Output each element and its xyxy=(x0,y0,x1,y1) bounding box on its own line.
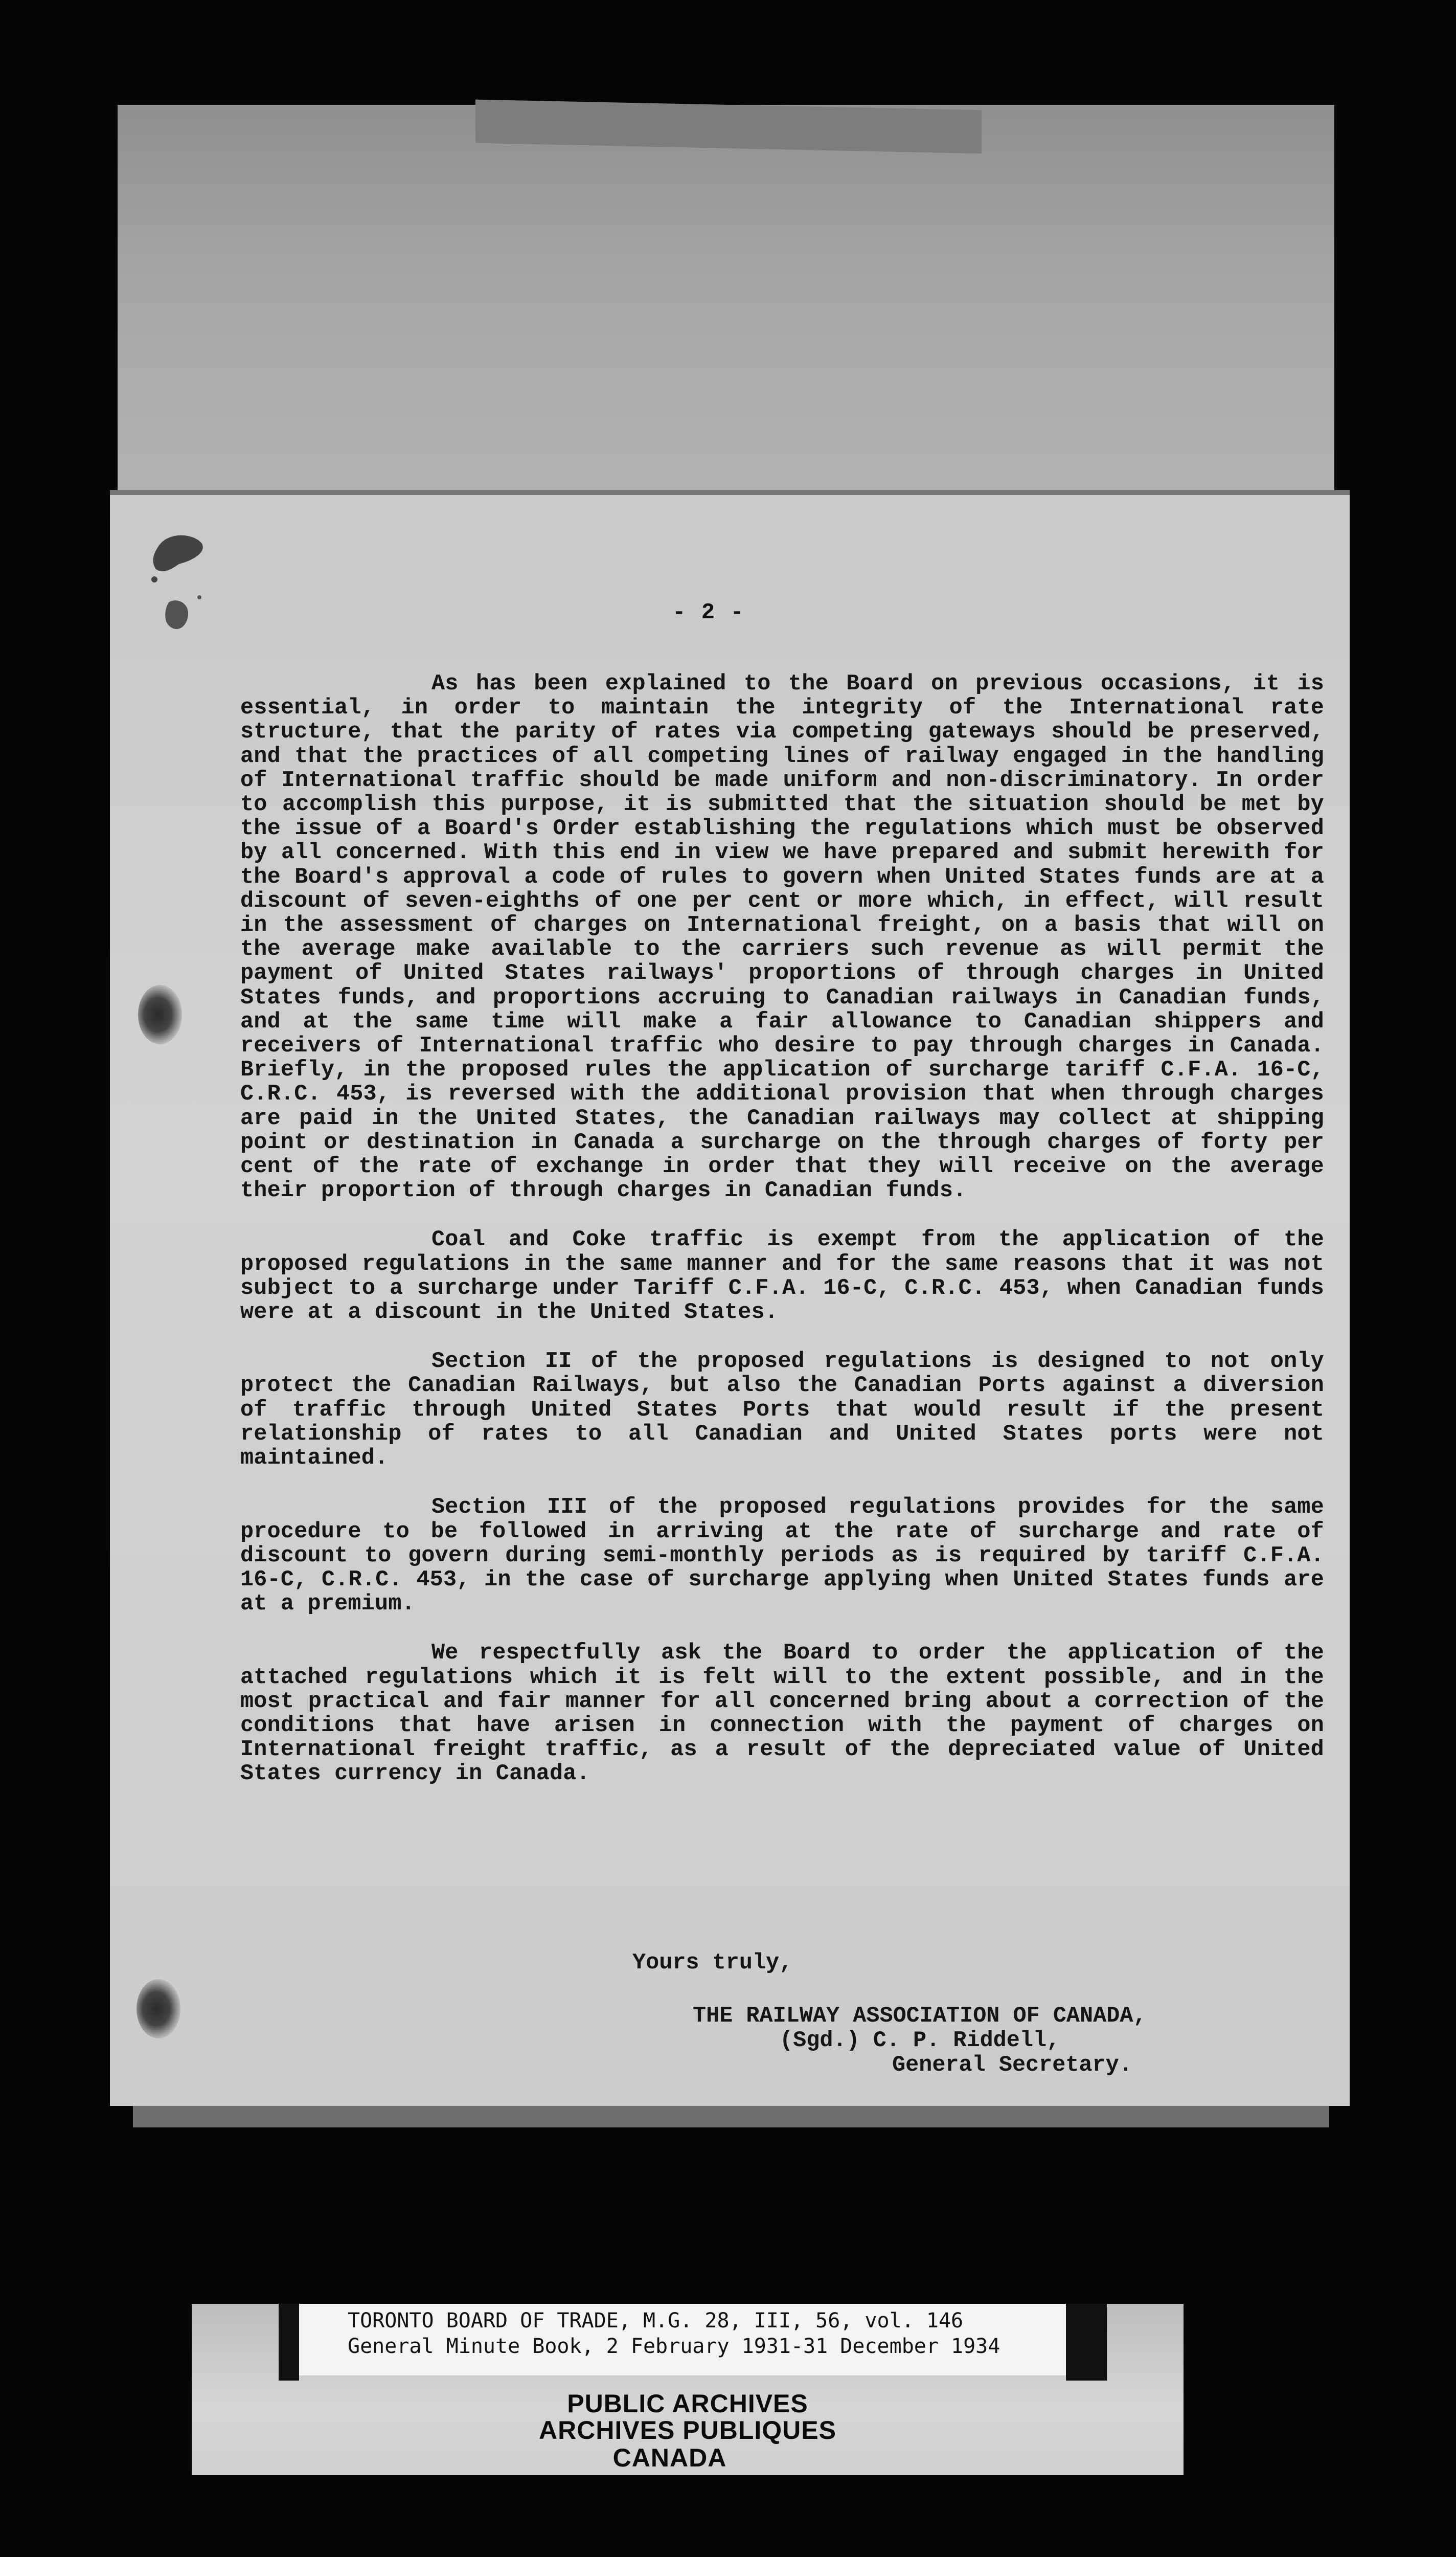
paragraph: Coal and Coke traffic is exempt from the application of the proposed regulations in the same manner and for the same reasons that it was not subject to a surcharge under Tariff C.F.A. 16-C, C.R.C. 453, when Canadian funds were at a discount in the United States. xyxy=(240,1227,1324,1326)
reference-slip xyxy=(299,2304,1076,2375)
paragraph: As has been explained to the Board on previous occasions, it is essential, in order to maintain the integrity of the International rate structure, that the parity of rates via competing gateways should be preserved, and that the practices of all competing lines of railway engaged in the handling of International traffic should be made uniform and non-discriminatory. In order to accomplish this purpose, it is submitted that the situation should be met by the issue of a Board's Order establishing the regulations which must be observed by all concerned. With this end in view we have prepared and submit herewith for the Board's approval a code of rules to govern when United States funds are at a discount of seven-eighths of one per cent or more which, in effect, will result in the assessment of charges on International freight, on a basis that will on the average make available to the carriers such revenue as will permit the payment of United States railways' proportions of through charges in United States funds, and proportions accruing to Canadian railways in Canadian funds, and at the same time will make a fair allowance to Canadian shippers and receivers of International traffic who desire to pay through charges in Canada. Briefly, in the proposed rules the application of surcharge tariff C.F.A. 16-C, C.R.C. 453, is reversed with the additional provision that when through charges are paid in the United States, the Canadian railways may collect at shipping point or destination in Canada a surcharge on the through charges of forty per cent of the rate of exchange in order that they will receive on the average their proportion of through charges in Canadian funds. xyxy=(240,671,1324,1204)
letter-body xyxy=(240,672,1324,1811)
label-tab xyxy=(1066,2304,1107,2381)
page-number: - 2 - xyxy=(672,600,745,625)
archive-reference: TORONTO BOARD OF TRADE, M.G. 28, III, 56, vol. 146 xyxy=(348,2309,964,2332)
punch-hole xyxy=(138,985,182,1044)
letter-page xyxy=(110,495,1350,2106)
archive-description: General Minute Book, 2 February 1931-31 December 1934 xyxy=(348,2335,1000,2358)
signature-name: (Sgd.) C. P. Riddell, xyxy=(780,2028,1060,2053)
paragraph: Section III of the proposed regulations provides for the same procedure to be followed in arriving at the rate of surcharge and rate of discount to govern during semi-monthly periods as is required by tariff C.F.A. 16-C, C.R.C. 453, in the case of surcharge applying when United States funds are at a premium. xyxy=(240,1495,1324,1617)
archive-name-english: PUBLIC ARCHIVES xyxy=(567,2389,808,2418)
paragraph: Section II of the proposed regulations is designed to not only protect the Canadian Railways, but also the Canadian Ports against a diversion of traffic through United States Ports that would result if the present relationship of rates to all Canadian and United States ports were not maintained. xyxy=(240,1349,1324,1471)
archive-name-french: ARCHIVES PUBLIQUES xyxy=(539,2416,836,2444)
archive-country: CANADA xyxy=(612,2443,727,2472)
archive-label xyxy=(192,2304,1184,2475)
punch-hole xyxy=(136,1979,180,2038)
closing-salutation: Yours truly, xyxy=(632,1950,793,1976)
label-tab xyxy=(279,2304,299,2381)
previous-page-sheet xyxy=(118,105,1334,494)
paragraph: We respectfully ask the Board to order the application of the attached regulations which it is felt will to the extent possible, and in the most practical and fair manner for all concerned bring about a correction of the conditions that have arisen in connection with the payment of charges on International freight traffic, as a result of the depreciated value of United States currency in Canada. xyxy=(240,1641,1324,1787)
signature-title: General Secretary. xyxy=(892,2053,1132,2078)
signature-organization: THE RAILWAY ASSOCIATION OF CANADA, xyxy=(693,2004,1147,2029)
paper-strip xyxy=(475,100,982,154)
ink-smudge xyxy=(148,526,210,648)
